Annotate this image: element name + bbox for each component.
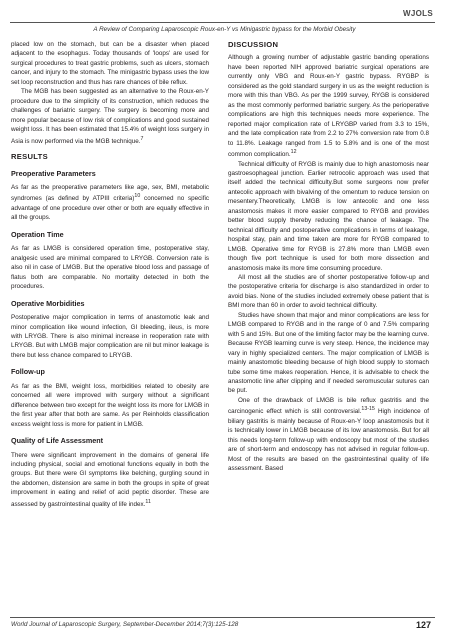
subheading-preop: Preoperative Parameters bbox=[11, 168, 96, 178]
citation-ref: 11 bbox=[145, 498, 151, 505]
citation-ref: 7 bbox=[140, 135, 144, 142]
paragraph: As far as the BMI, weight loss, morbidities related to obesity are concerned all were improved with surgery without a significant difference between two except for the weight loss its more for LMGB in the first year after that both are same. As per Reinholds classification excess weight loss is more for patient in LMGB. bbox=[11, 382, 209, 428]
paragraph: As far as LMGB is considered operation time, postoperative stay, analgesic used are minimal compared to LRYGB. Conversion rate is also nil in case of LMGB. But the operative blood loss and passage of flatus both are comparable. No mortality detected in both the procedures. bbox=[11, 245, 209, 291]
section-heading-discussion: DISCUSSION bbox=[228, 40, 279, 49]
paragraph: One of the drawback of LMGB is bile reflux gastritis and the carcinogenic effect which is still controversial.$^{13-15}$ High incidence of biliary gastritis is mainly because of Roux-en-Y loop anastomosis but it is technically lower in LMGB because of its low anastomosis. But for all this needs long-term follow-up with endoscopy but most of the studies are of short-term and endoscopy has not advised in regular follow-up. Most of the results are based on the gastrointestinal quality of life assessment. Based bbox=[228, 396, 429, 473]
paragraph: Technical difficulty of RYGB is mainly due to high anastomosis near gastroesophageal junction. Earlier retrocolic approach was used that itself added the technical difficulty.But some surgeons now prefer antecolic approach with bivalving of the omentum to reduce tension on mesentery.Theoretically, LMGB is low antecolic and one less anastomosis makes it more easier compared to RYGB and provides better blood supply thereby reducing the chance of leakage. The technical difficulty and postoperative complications in terms of leakage, hospital stay, pain and time taken are more for RYGB compared to LMGB. Operative time for RYGB is 27.8% more than LMGB even though five port technique is used for both more dissection and anastomosis make its more time consuming procedure. bbox=[228, 160, 429, 272]
section-heading-results: RESULTS bbox=[11, 152, 48, 162]
paragraph: All most all the studies are of shorter postoperative follow-up and the postoperative criteria for discharge is also standardized in order to avoid bias. None of the studies included extremely obese patient that is BMI more than 60 in order to avoid technical difficulty. bbox=[228, 273, 429, 310]
paragraph: placed low on the stomach, but can be a disaster when placed adjacent to the esophagus. Today thousands of 'loops' are used for surgical procedures to treat gastric problems, such as ulcers, stomach cancer, and injury to the stomach. The minigastric bypass uses the low set loop reconstruction and thus has rare chances of bile reflux. bbox=[11, 41, 209, 86]
paragraph: Studies have shown that major and minor complications are less for LMGB compared to RYGB and in the range of 0 and 7.5% comparing with 5 and 15%. But one of the limiting factor may be the learning curve. Because RYGB learning curve is very steep. Hence, the incidence may vary in highly specialized centers. The major complication of LMGB is mainly anastomotic bleeding because of high blood supply to stomach tube some time makes reoperation. Hence, it is advisable to check the anastomotic line after clipping and if needed seromuscular sutures can be put. bbox=[228, 311, 429, 395]
paragraph: As far as the preoperative parameters like age, sex, BMI, metabolic syndromes (as defined by ATPIII criteria)$^{10}$ concerned no specific advantage of one procedure over other or both are equally effective in all the groups. bbox=[11, 183, 210, 222]
citation-ref: 12 bbox=[290, 148, 297, 155]
left-column bbox=[11, 40, 209, 509]
paragraph: Postoperative major complication in terms of anastomotic leak and minor complication like wound infection, GI bleeding, ileus, is more with LRYGB. There is also minimal increase in reoperation rate with LRYGB. But with LMGB major complication are nil but minor leakage is there but less chance compared to LRYGB. bbox=[11, 314, 209, 359]
running-title: A Review of Comparing Laparoscopic Roux-en-Y vs Minigastric bypass for the Morbid Obesity bbox=[93, 26, 356, 33]
journal-abbrev: WJOLS bbox=[403, 9, 433, 18]
paragraph: The MGB has been suggested as an alternative to the Roux-en-Y procedure due to the simplicity of its construction, which reduces the challenges of bariatric surgery. The surgery is becoming more and more popular because of low risk of complications and good sustained weight loss. It has been estimated that 15.4% of weight loss surgery in Asia is now performed via the MGB technique.$^7$ bbox=[11, 88, 209, 145]
subheading-morbidities: Operative Morbidities bbox=[11, 298, 85, 308]
subheading-operation-time: Operation Time bbox=[11, 229, 64, 239]
citation-ref: 10 bbox=[134, 193, 141, 200]
subheading-qol: Quality of Life Assessment bbox=[11, 436, 103, 446]
paragraph: Although a growing number of adjustable gastric banding operations have been reported NIH approved bariatric surgical operations are currently only VBG and Roux-en-Y gastric bypass. RYGBP is considered as the gold standard surgery in us as the weight reduction is more with this than VBG. As per the 1999 survey, RYGB is considered as the most commonly performed bariatric surgery. As the perioperative complications are high this techniques needs more experience. The reported major complication rate of LRYGBP varied from 3.3 to 15%, and the late complication rate from 2.2 to 27% conversion rate from 0.8 to 11.8%. Leakage ranged from 1.5 to 5.8% and is one of the most common complication.$^{12}$ bbox=[228, 54, 429, 159]
paragraph: There were significant improvement in the domains of general life including physical, social and emotional functions equally in both the groups. But there were GI symptoms like belching, gurgling sound in the abdomen, distension are same in both the groups in spite of great improvement in eating and relief of acid peptic disorder. These are assessed by gastrointestinal quality of life index.$^{11}$ bbox=[11, 451, 209, 508]
page-number: 127 bbox=[415, 620, 431, 630]
right-column bbox=[228, 40, 429, 474]
citation-ref: 13-15 bbox=[361, 406, 375, 413]
subheading-follow-up: Follow-up bbox=[11, 367, 45, 377]
footer-citation: World Journal of Laparoscopic Surgery, September-December 2014;7(3):125-128 bbox=[11, 621, 239, 628]
footer-rule bbox=[10, 617, 435, 618]
header-rule bbox=[10, 22, 435, 23]
